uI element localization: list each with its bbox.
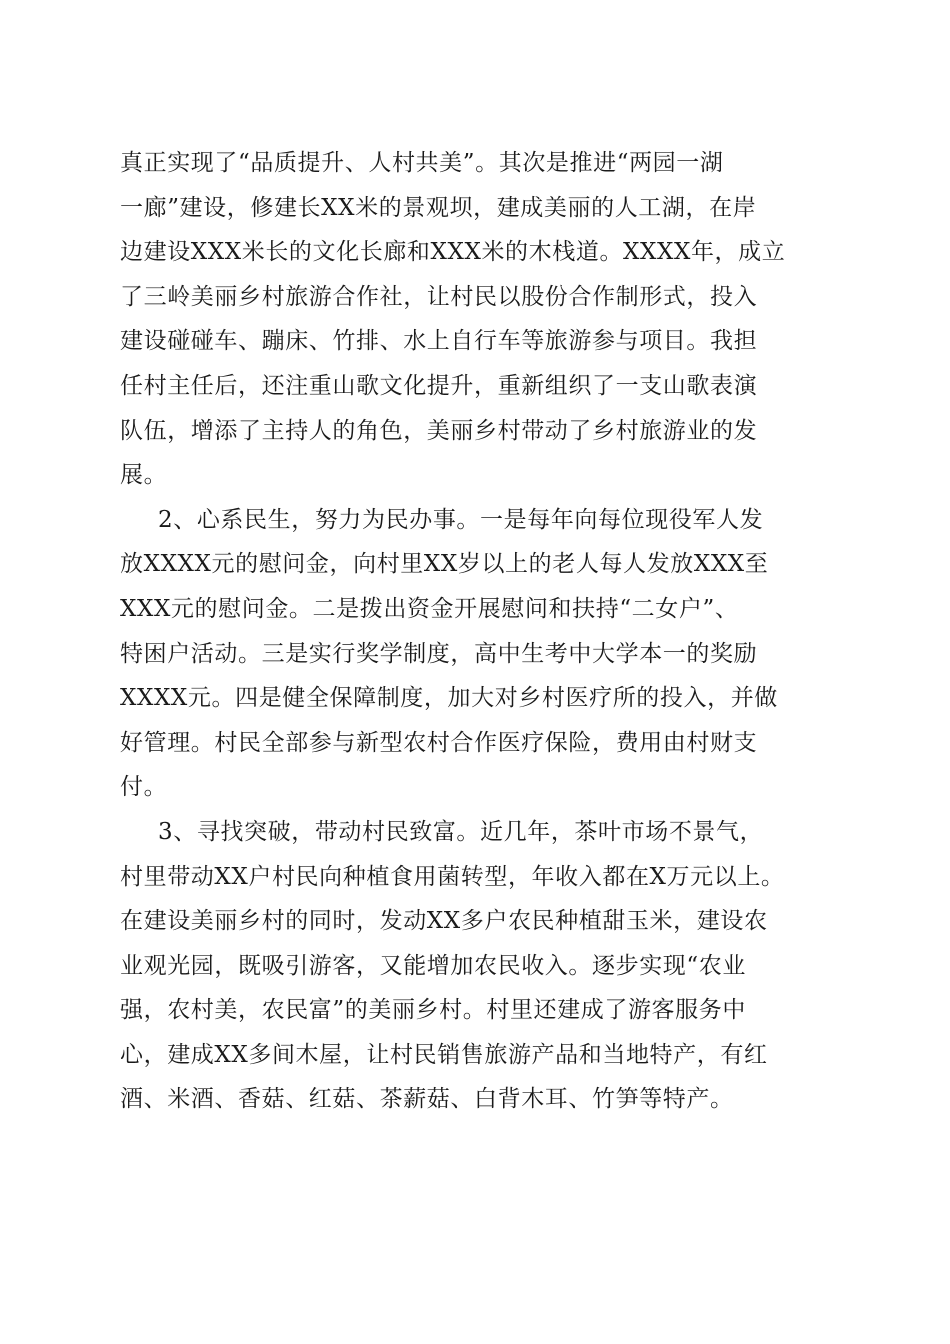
text-line: 心，建成XX多间木屋，让村民销售旅游产品和当地特产，有红 xyxy=(120,1041,768,1068)
document-body xyxy=(120,141,836,1122)
text-line: 在建设美丽乡村的同时，发动XX多户农民种植甜玉米，建设农 xyxy=(120,908,768,935)
text-line: 村里带动XX户村民向种植食用菌转型，年收入都在X万元以上。 xyxy=(120,863,785,890)
text-line: 一廊”建设，修建长XX米的景观坝，建成美丽的人工湖，在岸 xyxy=(120,194,757,221)
text-line: 队伍，增添了主持人的角色，美丽乡村带动了乡村旅游业的发 xyxy=(120,417,758,444)
text-line: 任村主任后，还注重山歌文化提升，重新组织了一支山歌表演 xyxy=(120,372,758,399)
paragraph-3 xyxy=(120,810,836,1122)
text-line: 业观光园，既吸引游客，又能增加农民收入。逐步实现“农业 xyxy=(120,952,746,979)
text-line: 付。 xyxy=(120,774,168,801)
text-line: 强，农村美，农民富”的美丽乡村。村里还建成了游客服务中 xyxy=(120,997,746,1024)
text-line: XXXX元。四是健全保障制度，加大对乡村医疗所的投入，并做 xyxy=(120,685,778,712)
text-line: 3、寻找突破，带动村民致富。近几年，茶叶市场不景气， xyxy=(158,818,764,845)
text-line: XXX元的慰问金。二是拨出资金开展慰问和扶持“二女户”、 xyxy=(120,595,739,622)
text-line: 酒、米酒、香菇、红菇、茶薪菇、白背木耳、竹笋等特产。 xyxy=(120,1086,734,1113)
text-line: 2、心系民生，努力为民办事。一是每年向每位现役军人发 xyxy=(158,506,764,533)
text-line: 边建设XXX米长的文化长廊和XXX米的木栈道。XXXX年，成立 xyxy=(120,239,786,266)
paragraph-2 xyxy=(120,498,836,810)
text-line: 建设碰碰车、蹦床、竹排、水上自行车等旅游参与项目。我担 xyxy=(120,328,758,355)
text-line: 展。 xyxy=(120,462,168,489)
paragraph-1 xyxy=(120,141,836,498)
text-line: 真正实现了“品质提升、人村共美”。其次是推进“两园一湖 xyxy=(120,150,724,176)
text-line: 好管理。村民全部参与新型农村合作医疗保险，费用由村财支 xyxy=(120,729,758,756)
text-line: 特困户活动。三是实行奖学制度，高中生考中大学本一的奖励 xyxy=(120,640,758,667)
text-line: 放XXXX元的慰问金，向村里XX岁以上的老人每人发放XXX至 xyxy=(120,551,769,578)
text-line: 了三岭美丽乡村旅游合作社，让村民以股份合作制形式，投入 xyxy=(120,283,758,310)
